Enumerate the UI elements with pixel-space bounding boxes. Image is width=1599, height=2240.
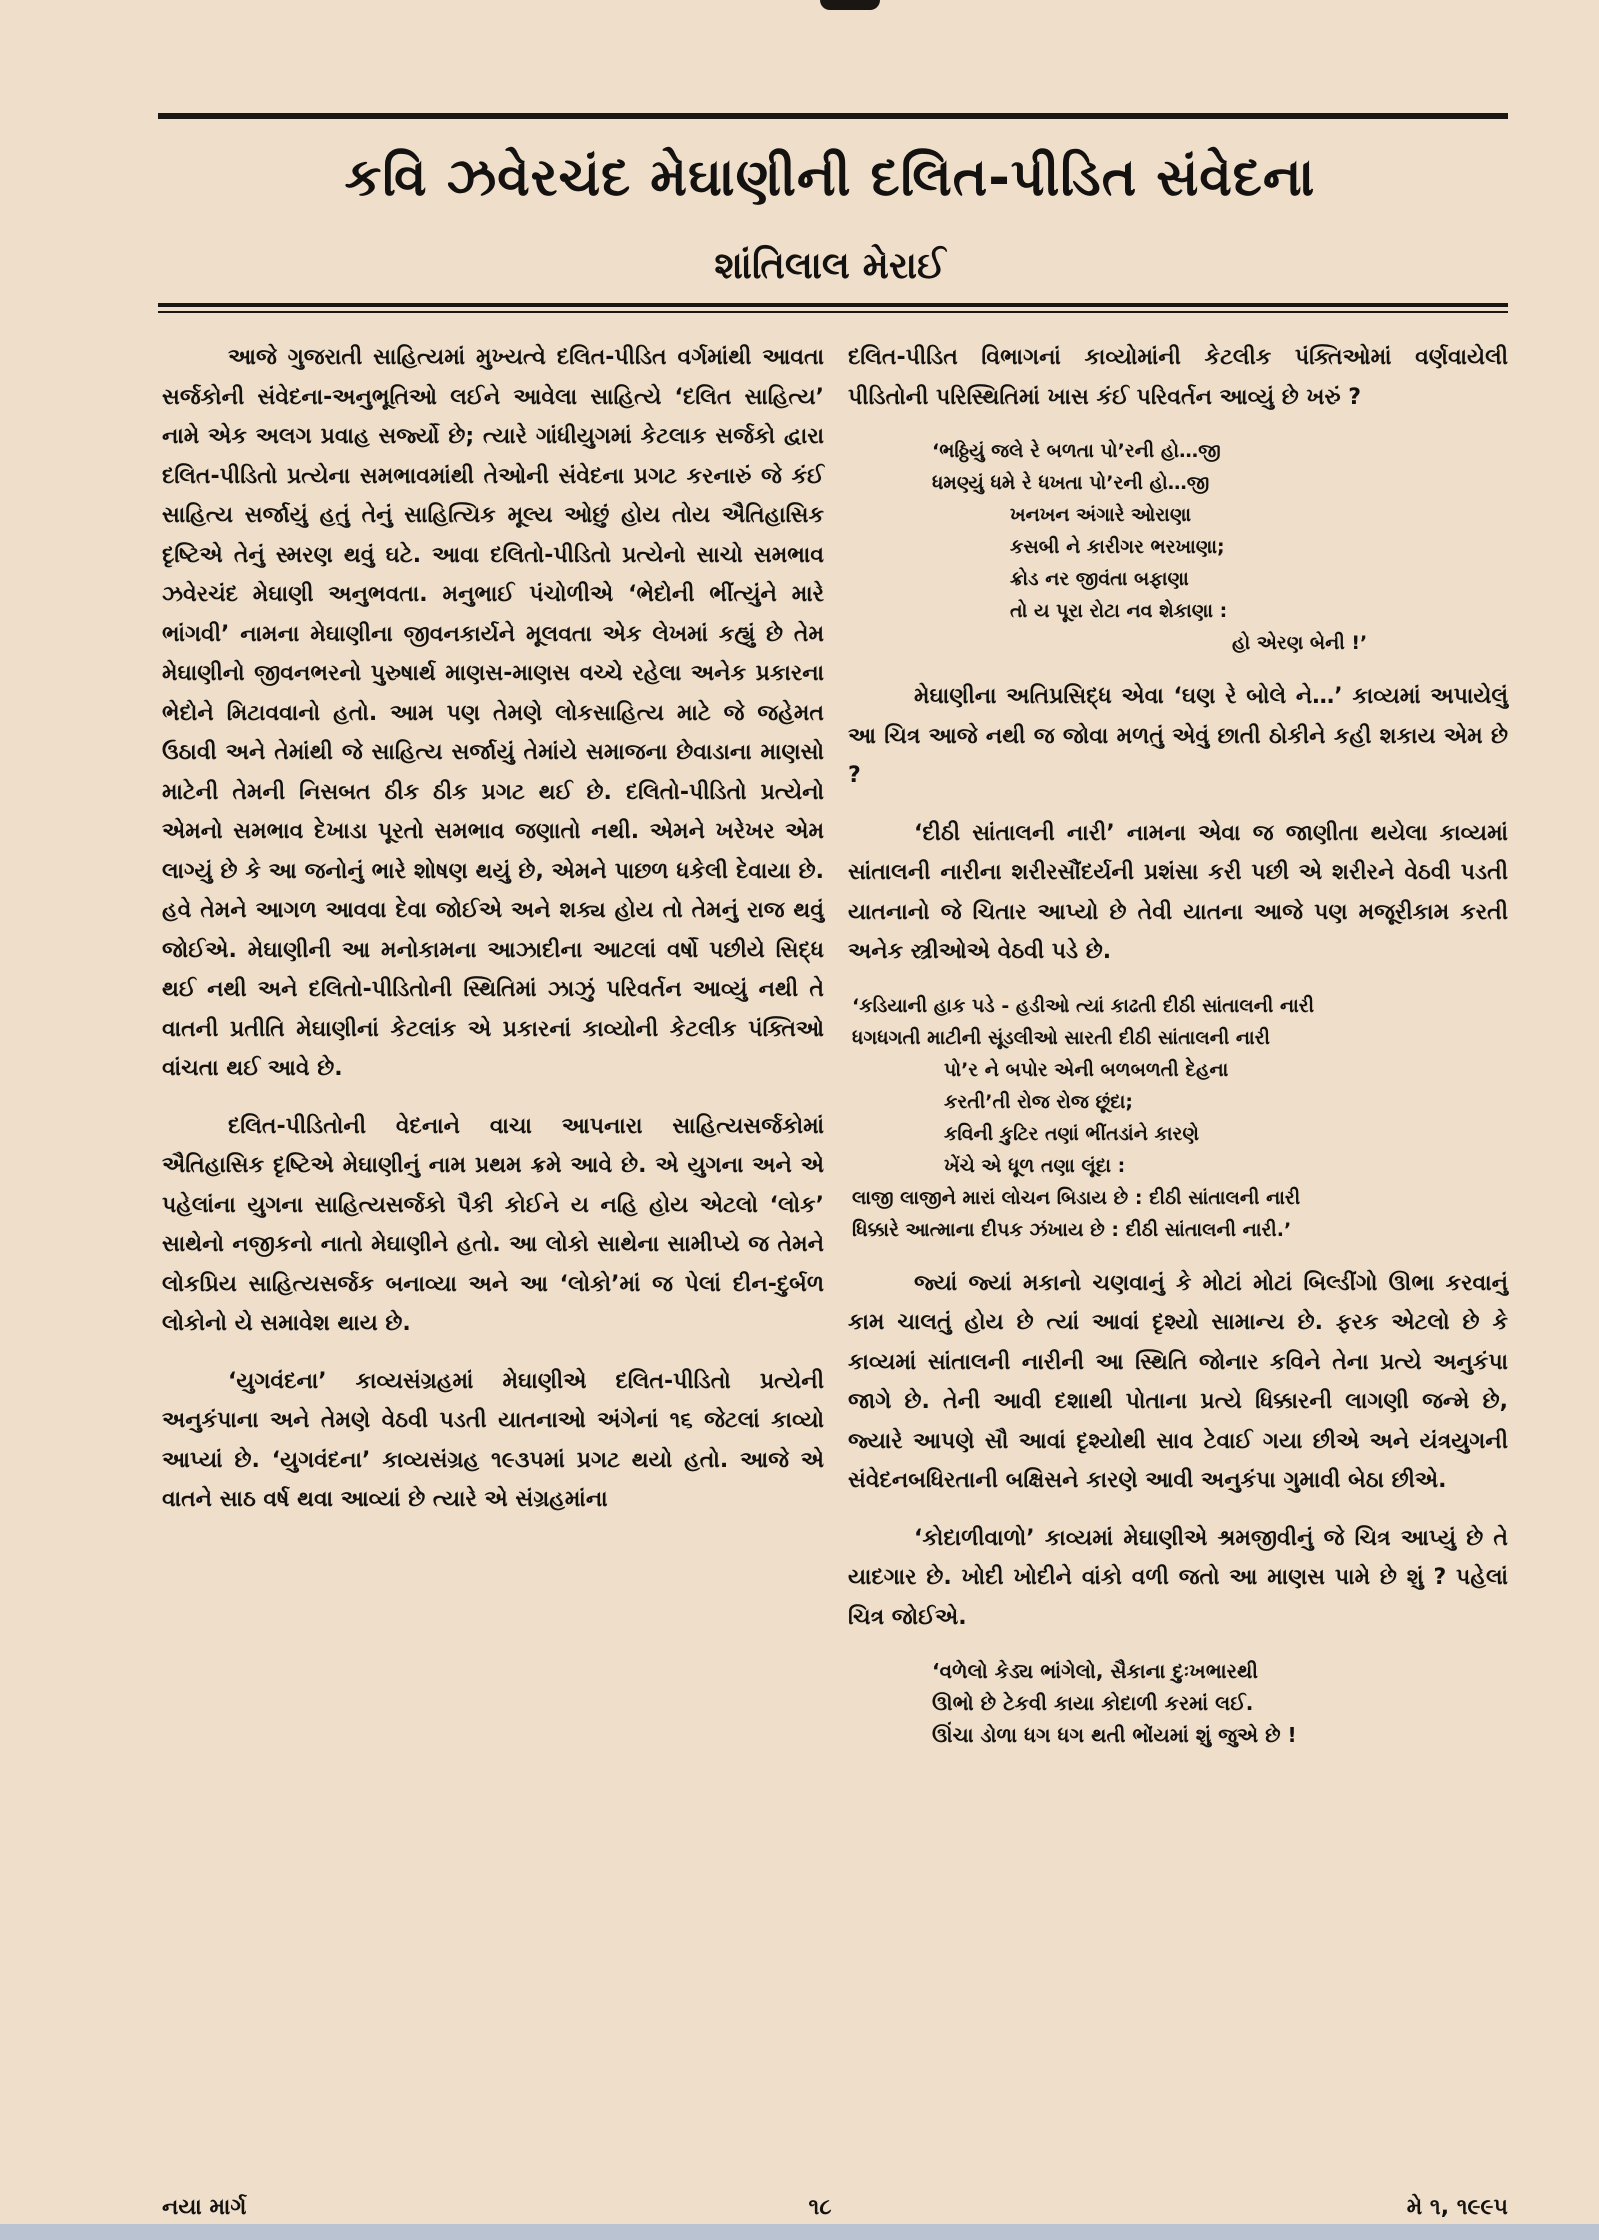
poem-santal-ni-nari — [848, 990, 1508, 1246]
poem-line: ખેંચે એ ધૂળ તણા લૂંદા : — [944, 1154, 1126, 1177]
article-author: શાંતિલાલ મેરાઈ — [714, 244, 946, 287]
header-rule — [158, 113, 1508, 119]
footer-page-number: ૧૮ — [808, 2195, 832, 2220]
poem-line: પો’ર ને બપોર એની બળબળતી દેહના — [944, 1058, 1229, 1081]
poem-line: લાજી લાજીને મારાં લોચન બિડાય છે : દીઠી સાંતાલની નારી — [852, 1186, 1301, 1209]
paragraph: ‘કોદાળીવાળો’ કાવ્યમાં મેઘાણીએ શ્રમજીવીનું જે ચિત્ર આપ્યું છે તે યાદગાર છે. ખોદી ખોદીને વાંકો વળી જતો આ માણસ પામે છે શું ? પહેલાં ચિત્ર જોઈએ. — [848, 1525, 1508, 1630]
poem-line: ધગધગતી માટીની સૂંડલીઓ સારતી દીઠી સાંતાલની નારી — [852, 1026, 1270, 1049]
right-column — [848, 338, 1508, 1769]
paragraph: દલિત-પીડિતોની વેદનાને વાચા આપનારા સાહિત્યસર્જકોમાં ઐતિહાસિક દૃષ્ટિએ મેઘાણીનું નામ પ્રથમ ક્રમે આવે છે. એ યુગના અને એ પહેલાંના યુગના સાહિત્યસર્જકો પૈકી કોઈને ય નહિ હોય એટલો ‘લોક’ સાથેનો નજીકનો નાતો મેઘાણીને હતો. આ લોકો સાથેના સામીપ્યે જ તેમને લોકપ્રિય સાહિત્યસર્જક બનાવ્યા અને આ ‘લોકો’માં જ પેલાં દીન-દુર્બળ લોકોનો યે સમાવેશ થાય છે. — [162, 1113, 824, 1336]
footer-magazine-name: નયા માર્ગ — [162, 2195, 247, 2220]
poem-line: ‘કડિયાની હાક પડે - હડીઓ ત્યાં કાઢતી દીઠી સાંતાલની નારી — [852, 994, 1315, 1017]
poem-line: કસબી ને કારીગર ભરખાણા; — [1010, 536, 1225, 558]
poem-line: ‘વળેલો કેડ્ય ભાંગેલો, સૈકાના દુઃખભારથી — [932, 1659, 1259, 1683]
paragraph: જ્યાં જ્યાં મકાનો ચણવાનું કે મોટાં મોટાં બિલ્ડીંગો ઊભા કરવાનું કામ ચાલતું હોય છે ત્યાં આવાં દૃશ્યો સામાન્ય છે. ફરક એટલો છે કે કાવ્યમાં સાંતાલની નારીની આ સ્થિતિ જોનાર કવિને તેના પ્રત્યે અનુકંપા જાગે છે. તેની આવી દશાથી પોતાના પ્રત્યે ધિક્કારની લાગણી જન્મે છે, જ્યારે આપણે સૌ આવાં દૃશ્યોથી સાવ ટેવાઈ ગયા છીએ અને યંત્રયુગની સંવેદનબધિરતાની બક્ષિસને કારણે આવી અનુકંપા ગુમાવી બેઠા છીએ. — [848, 1270, 1508, 1493]
paragraph: મેઘાણીના અતિપ્રસિદ્ધ એવા ‘ઘણ રે બોલે ને…’ કાવ્યમાં અપાયેલું આ ચિત્ર આજે નથી જ જોવા મળતું એવું છાતી ઠોકીને કહી શકાય એમ છે ? — [848, 684, 1508, 788]
left-column — [162, 338, 824, 1538]
poem-line: ધિક્કારે આત્માના દીપક ઝંખાય છે : દીઠી સાંતાલની નારી.’ — [852, 1218, 1292, 1241]
title-rule-thick — [158, 303, 1508, 307]
poem-line: ઊભો છે ટેકવી કાયા કોદાળી કરમાં લઈ. — [932, 1691, 1254, 1715]
poem-line: ઊંચા ડોળા ધગ ધગ થતી ભોંયમાં શું જુએ છે ! — [932, 1723, 1297, 1747]
poem-line: ધમણ્યું ધમે રે ધખતા પો’રની હો…જી — [932, 472, 1210, 494]
paragraph: આજે ગુજરાતી સાહિત્યમાં મુખ્યત્વે દલિત-પીડિત વર્ગમાંથી આવતા સર્જકોની સંવેદના-અનુભૂતિઓ લઈને આવેલા સાહિત્યે ‘દલિત સાહિત્ય’ નામે એક અલગ પ્રવાહ સર્જ્યો છે; ત્યારે ગાંધીયુગમાં કેટલાક સર્જકો દ્વારા દલિત-પીડિતો પ્રત્યેના સમભાવમાંથી તેઓની સંવેદના પ્રગટ કરનારું જે કંઈ સાહિત્ય સર્જાયું હતું તેનું સાહિત્યિક મૂલ્ય ઓછું હોય તોય ઐતિહાસિક દૃષ્ટિએ તેનું સ્મરણ થવું ઘટે. આવા દલિતો-પીડિતો પ્રત્યેનો સાચો સમભાવ ઝવેરચંદ મેઘાણી અનુભવતા. મનુભાઈ પંચોળીએ ‘ભેદોની ભીંત્યુંને મારે ભાંગવી’ નામના મેઘાણીના જીવનકાર્યને મૂલવતા એક લેખમાં કહ્યું છે તેમ મેઘાણીનો જીવનભરનો પુરુષાર્થ માણસ-માણસ વચ્ચે રહેલા અનેક પ્રકારના ભેદોને મિટાવવાનો હતો. આમ પણ તેમણે લોકસાહિત્ય માટે જે જહેમત ઉઠાવી અને તેમાંથી જે સાહિત્ય સર્જાયું તેમાંયે સમાજના છેવાડાના માણસો માટેની તેમની નિસબત ઠીક ઠીક પ્રગટ થઈ છે. દલિતો-પીડિતો પ્રત્યેનો એમનો સમભાવ દેખાડા પૂરતો સમભાવ જણાતો નથી. એમને ખરેખર એમ લાગ્યું છે કે આ જનોનું ભારે શોષણ થયું છે, એમને પાછળ ધકેલી દેવાયા છે. હવે તેમને આગળ આવવા દેવા જોઈએ અને શક્ય હોય તો તેમનું રાજ થવું જોઈએ. મેઘાણીની આ મનોકામના આઝાદીના આટલાં વર્ષો પછીયે સિદ્ધ થઈ નથી અને દલિતો-પીડિતોની સ્થિતિમાં ઝાઝું પરિવર્તન આવ્યું નથી તે વાતની પ્રતીતિ મેઘાણીનાં કેટલાંક એ પ્રકારનાં કાવ્યોની કેટલીક પંક્તિઓ વાંચતા થઈ આવે છે. — [162, 345, 824, 1081]
poem-line: ‘ભઠ્ઠિયું જલે રે બળતા પો’રની હો…જી — [932, 440, 1221, 462]
footer-date: મે ૧, ૧૯૯૫ — [1406, 2195, 1508, 2220]
title-rule-thin — [158, 311, 1508, 313]
paragraph: ‘દીઠી સાંતાલની નારી’ નામના એવા જ જાણીતા થયેલા કાવ્યમાં સાંતાલની નારીના શરીરસૌંદર્યની પ્રશંસા કરી પછી એ શરીરને વેઠવી પડતી યાતનાનો જે ચિતાર આપ્યો છે તેવી યાતના આજે પણ મજૂરીકામ કરતી અનેક સ્ત્રીઓએ વેઠવી પડે છે. — [848, 820, 1508, 964]
poem-line: કરતી’તી રોજ રોજ છૂંદા; — [944, 1090, 1134, 1113]
page-edge-mark — [820, 0, 880, 10]
poem-line: ખનખન અંગારે ઓરાણા — [1010, 504, 1192, 526]
poem-kodalivalo — [848, 1655, 1508, 1751]
poem-ghan-re-bole — [848, 435, 1508, 659]
poem-line: તો ય પૂરા રોટા નવ શેકાણા : — [1010, 600, 1228, 622]
scan-edge — [0, 2224, 1599, 2240]
article-title: કવિ ઝવેરચંદ મેઘાણીની દલિત-પીડિત સંવેદના — [344, 148, 1316, 208]
paragraph: દલિત-પીડિત વિભાગનાં કાવ્યોમાંની કેટલીક પંક્તિઓમાં વર્ણવાયેલી પીડિતોની પરિસ્થિતિમાં ખાસ કંઈ પરિવર્તન આવ્યું છે ખરું ? — [848, 345, 1508, 410]
poem-line: ક્રોડ નર જીવંતા બફાણા — [1010, 568, 1189, 590]
paragraph: ‘યુગવંદના’ કાવ્યસંગ્રહમાં મેઘાણીએ દલિત-પીડિતો પ્રત્યેની અનુકંપાના અને તેમણે વેઠવી પડતી યાતનાઓ અંગેનાં ૧૬ જેટલાં કાવ્યો આપ્યાં છે. ‘યુગવંદના’ કાવ્યસંગ્રહ ૧૯૩૫માં પ્રગટ થયો હતો. આજે એ વાતને સાઠ વર્ષ થવા આવ્યાં છે ત્યારે એ સંગ્રહમાંના — [162, 1368, 824, 1512]
poem-line: હો એરણ બેની !’ — [1232, 632, 1368, 654]
poem-line: કવિની કુટિર તણાં ભીંતડાંને કારણે — [944, 1122, 1199, 1145]
